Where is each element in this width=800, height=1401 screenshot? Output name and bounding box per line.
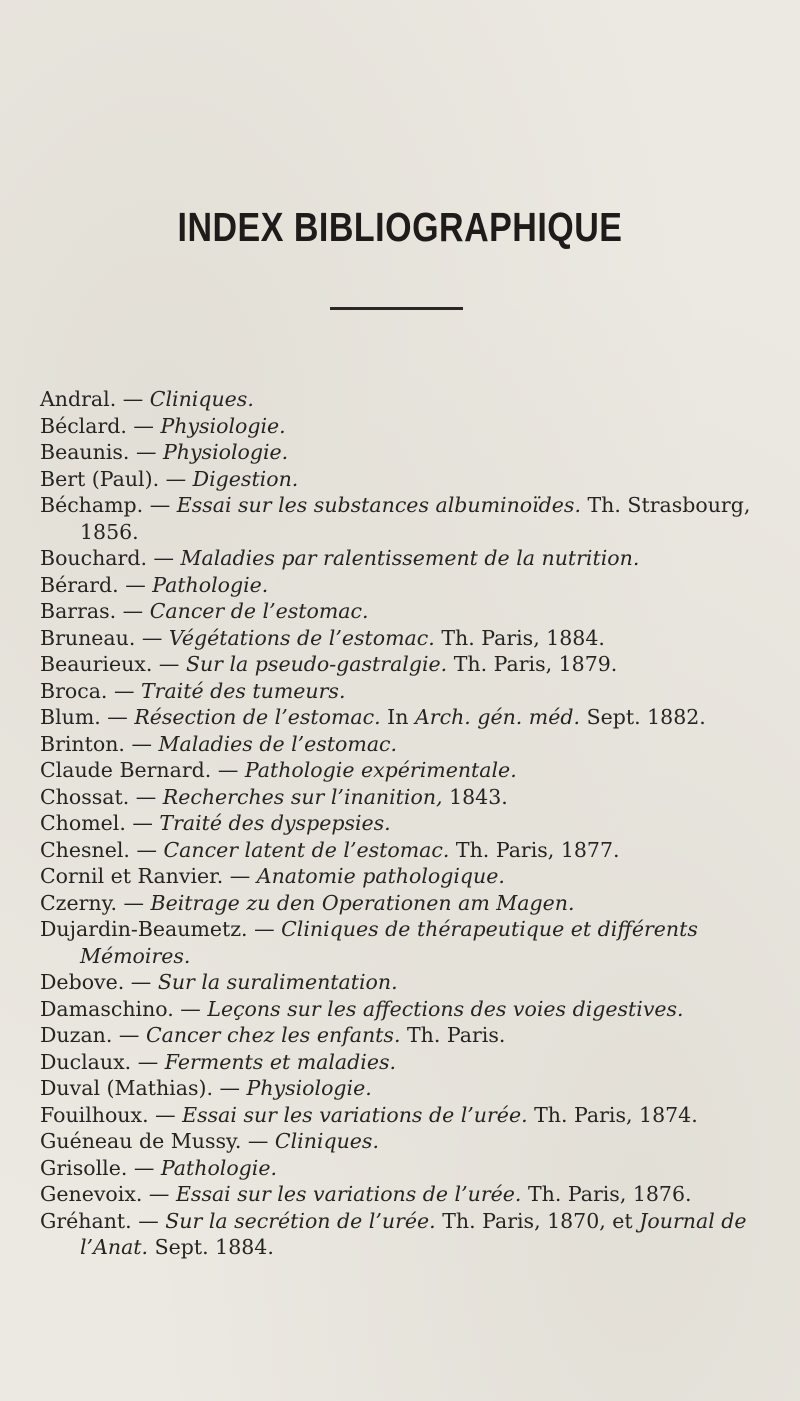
entry-title: Traité des tumeurs.	[140, 678, 346, 703]
bibliography-entry	[40, 863, 770, 890]
entry-dash: —	[112, 1023, 146, 1047]
page-title: INDEX BIBLIOGRAPHIQUE	[177, 205, 623, 251]
entry-author: Claude Bernard.	[40, 758, 212, 782]
entry-dash: —	[129, 784, 163, 809]
entry-title: Physiologie.	[162, 440, 289, 464]
entry-publication: Th. Paris, 1884.	[441, 625, 605, 650]
entry-dash: —	[131, 1208, 166, 1233]
entry-title: Maladies par ralentissement de la nutrition.	[180, 546, 640, 570]
entry-date: Sept. 1882.	[586, 705, 706, 729]
entry-title: Physiologie.	[246, 1076, 372, 1100]
entry-author: Béclard.	[40, 413, 127, 438]
entry-dash: —	[124, 731, 159, 756]
bibliography-entry	[40, 1102, 770, 1129]
entry-author: Cornil et Ranvier.	[40, 864, 224, 888]
bibliography-entry	[40, 916, 770, 969]
entry-title: Pathologie.	[160, 1155, 278, 1180]
entry-publication: Th. Paris, 1870, et	[442, 1208, 633, 1233]
entry-dash: —	[159, 466, 193, 491]
entry-author: Bruneau.	[40, 625, 136, 650]
entry-dash: —	[247, 917, 282, 941]
entry-title: Pathologie.	[152, 572, 269, 597]
entry-date: Sept. 1884.	[154, 1235, 274, 1259]
entry-author: Chesnel.	[40, 837, 130, 862]
entry-title: Digestion.	[192, 466, 299, 491]
title-divider	[330, 307, 463, 310]
entry-publication: Th. Paris, 1876.	[527, 1182, 692, 1206]
entry-dash: —	[142, 1182, 176, 1206]
bibliography-entry	[40, 1155, 770, 1182]
entry-dash: —	[116, 599, 150, 623]
entry-author: Guéneau de Mussy.	[40, 1129, 242, 1153]
entry-dash: —	[135, 625, 169, 650]
entry-dash: —	[118, 572, 153, 597]
bibliography-list	[40, 386, 770, 1261]
bibliography-entry	[40, 969, 770, 996]
bibliography-entry	[40, 784, 770, 811]
bibliography-entry	[40, 1128, 770, 1155]
entry-author: Damaschino.	[40, 996, 174, 1021]
entry-author: Fouilhoux.	[40, 1102, 149, 1127]
entry-author: Bérard.	[40, 572, 119, 597]
entry-title: Ferments et maladies.	[164, 1049, 396, 1074]
entry-author: Dujardin-Beaumetz.	[40, 917, 248, 941]
entry-author: Chomel.	[40, 811, 126, 835]
entry-publication: Th. Paris, 1874.	[534, 1102, 698, 1127]
entry-title: Cancer latent de l’estomac.	[163, 837, 450, 862]
bibliography-entry	[40, 731, 770, 758]
bibliography-entry	[40, 492, 770, 545]
entry-author: Brinton.	[40, 731, 125, 756]
entry-author: Czerny.	[40, 890, 117, 915]
entry-dash: —	[124, 970, 158, 994]
bibliography-entry	[40, 413, 770, 440]
entry-author: Gréhant.	[40, 1208, 132, 1233]
bibliography-entry	[40, 1075, 770, 1102]
entry-title: Cliniques.	[274, 1129, 379, 1153]
entry-dash: —	[146, 546, 181, 570]
bibliography-entry	[40, 890, 770, 917]
entry-dash: —	[129, 837, 164, 862]
entry-title: Physiologie.	[160, 413, 286, 438]
entry-title: Végétations de l’estomac.	[168, 625, 435, 650]
entry-author: Barras.	[40, 599, 117, 623]
bibliography-entry	[40, 625, 770, 652]
entry-journal: Journal de l’Anat.	[80, 1208, 747, 1259]
entry-publication: 1843.	[449, 784, 508, 809]
bibliography-entry	[40, 810, 770, 837]
entry-author: Beaunis.	[40, 440, 130, 464]
bibliography-entry	[40, 704, 770, 731]
entry-dash: —	[173, 996, 208, 1021]
entry-title: Essai sur les variations de l’urée.	[182, 1102, 528, 1127]
entry-dash: —	[148, 1102, 183, 1127]
entry-author: Debove.	[40, 970, 125, 994]
entry-title: Essai sur les substances albuminoïdes.	[176, 493, 581, 517]
bibliography-entry	[40, 545, 770, 572]
bibliography-entry	[40, 651, 770, 678]
entry-title: Résection de l’estomac.	[134, 705, 381, 729]
entry-dash: —	[212, 1076, 247, 1100]
entry-author: Genevoix.	[40, 1182, 143, 1206]
entry-title: Sur la pseudo-gastralgie.	[185, 652, 448, 676]
entry-author: Bert (Paul).	[40, 466, 160, 491]
entry-dash: —	[152, 652, 186, 676]
entry-dash: —	[223, 864, 257, 888]
entry-author: Beaurieux.	[40, 652, 153, 676]
entry-author: Chossat.	[40, 784, 130, 809]
bibliography-entry	[40, 678, 770, 705]
entry-dash: —	[100, 705, 135, 729]
bibliography-entry	[40, 837, 770, 864]
entry-publication: Th. Strasbourg, 1856.	[80, 493, 751, 544]
entry-author: Grisolle.	[40, 1155, 128, 1180]
entry-publication: Th. Paris.	[407, 1023, 506, 1047]
entry-title: Maladies de l’estomac.	[158, 731, 398, 756]
bibliography-entry	[40, 757, 770, 784]
entry-title: Beitrage zu den Operationen am Magen.	[150, 890, 575, 915]
entry-title: Recherches sur l’inanition,	[162, 784, 443, 809]
bibliography-entry	[40, 572, 770, 599]
bibliography-entry	[40, 996, 770, 1023]
bibliography-entry	[40, 466, 770, 493]
entry-title: Leçons sur les affections des voies digestives.	[207, 996, 684, 1021]
entry-author: Bouchard.	[40, 546, 147, 570]
entry-publication: Th. Paris, 1879.	[453, 652, 618, 676]
entry-dash: —	[129, 440, 163, 464]
entry-journal: Arch. gén. méd.	[415, 705, 581, 729]
bibliography-entry	[40, 1049, 770, 1076]
bibliography-entry	[40, 386, 770, 413]
entry-dash: —	[127, 1155, 161, 1180]
bibliography-entry	[40, 1022, 770, 1049]
entry-dash: —	[117, 890, 151, 915]
entry-dash: —	[143, 493, 177, 517]
entry-title: Cliniques de thérapeutique et différents Mémoires.	[80, 917, 698, 968]
entry-title: Cancer chez les enfants.	[145, 1023, 401, 1047]
entry-title: Sur la secrétion de l’urée.	[165, 1208, 436, 1233]
entry-dash: —	[211, 758, 245, 782]
entry-dash: —	[107, 678, 141, 703]
entry-title: Essai sur les variations de l’urée.	[175, 1182, 522, 1206]
entry-publication: Th. Paris, 1877.	[455, 837, 620, 862]
entry-title: Cancer de l’estomac.	[149, 599, 369, 623]
entry-author: Blum.	[40, 705, 101, 729]
entry-title: Sur la suralimentation.	[157, 970, 398, 994]
entry-dash: —	[131, 1049, 165, 1074]
entry-dash: —	[116, 387, 150, 411]
bibliography-entry	[40, 598, 770, 625]
entry-author: Duzan.	[40, 1023, 113, 1047]
entry-title: Cliniques.	[149, 387, 254, 411]
entry-title: Anatomie pathologique.	[256, 864, 505, 888]
entry-author: Andral.	[40, 387, 117, 411]
entry-dash: —	[241, 1129, 275, 1153]
entry-author: Broca.	[40, 678, 108, 703]
bibliography-entry	[40, 1181, 770, 1208]
entry-publication: In	[387, 705, 409, 729]
entry-dash: —	[126, 413, 161, 438]
entry-author: Béchamp.	[40, 493, 144, 517]
bibliography-entry	[40, 1208, 770, 1261]
entry-author: Duclaux.	[40, 1049, 132, 1074]
entry-author: Duval (Mathias).	[40, 1076, 213, 1100]
entry-title: Traité des dyspepsies.	[159, 811, 391, 835]
entry-title: Pathologie expérimentale.	[244, 758, 517, 782]
entry-dash: —	[125, 811, 160, 835]
bibliography-entry	[40, 439, 770, 466]
